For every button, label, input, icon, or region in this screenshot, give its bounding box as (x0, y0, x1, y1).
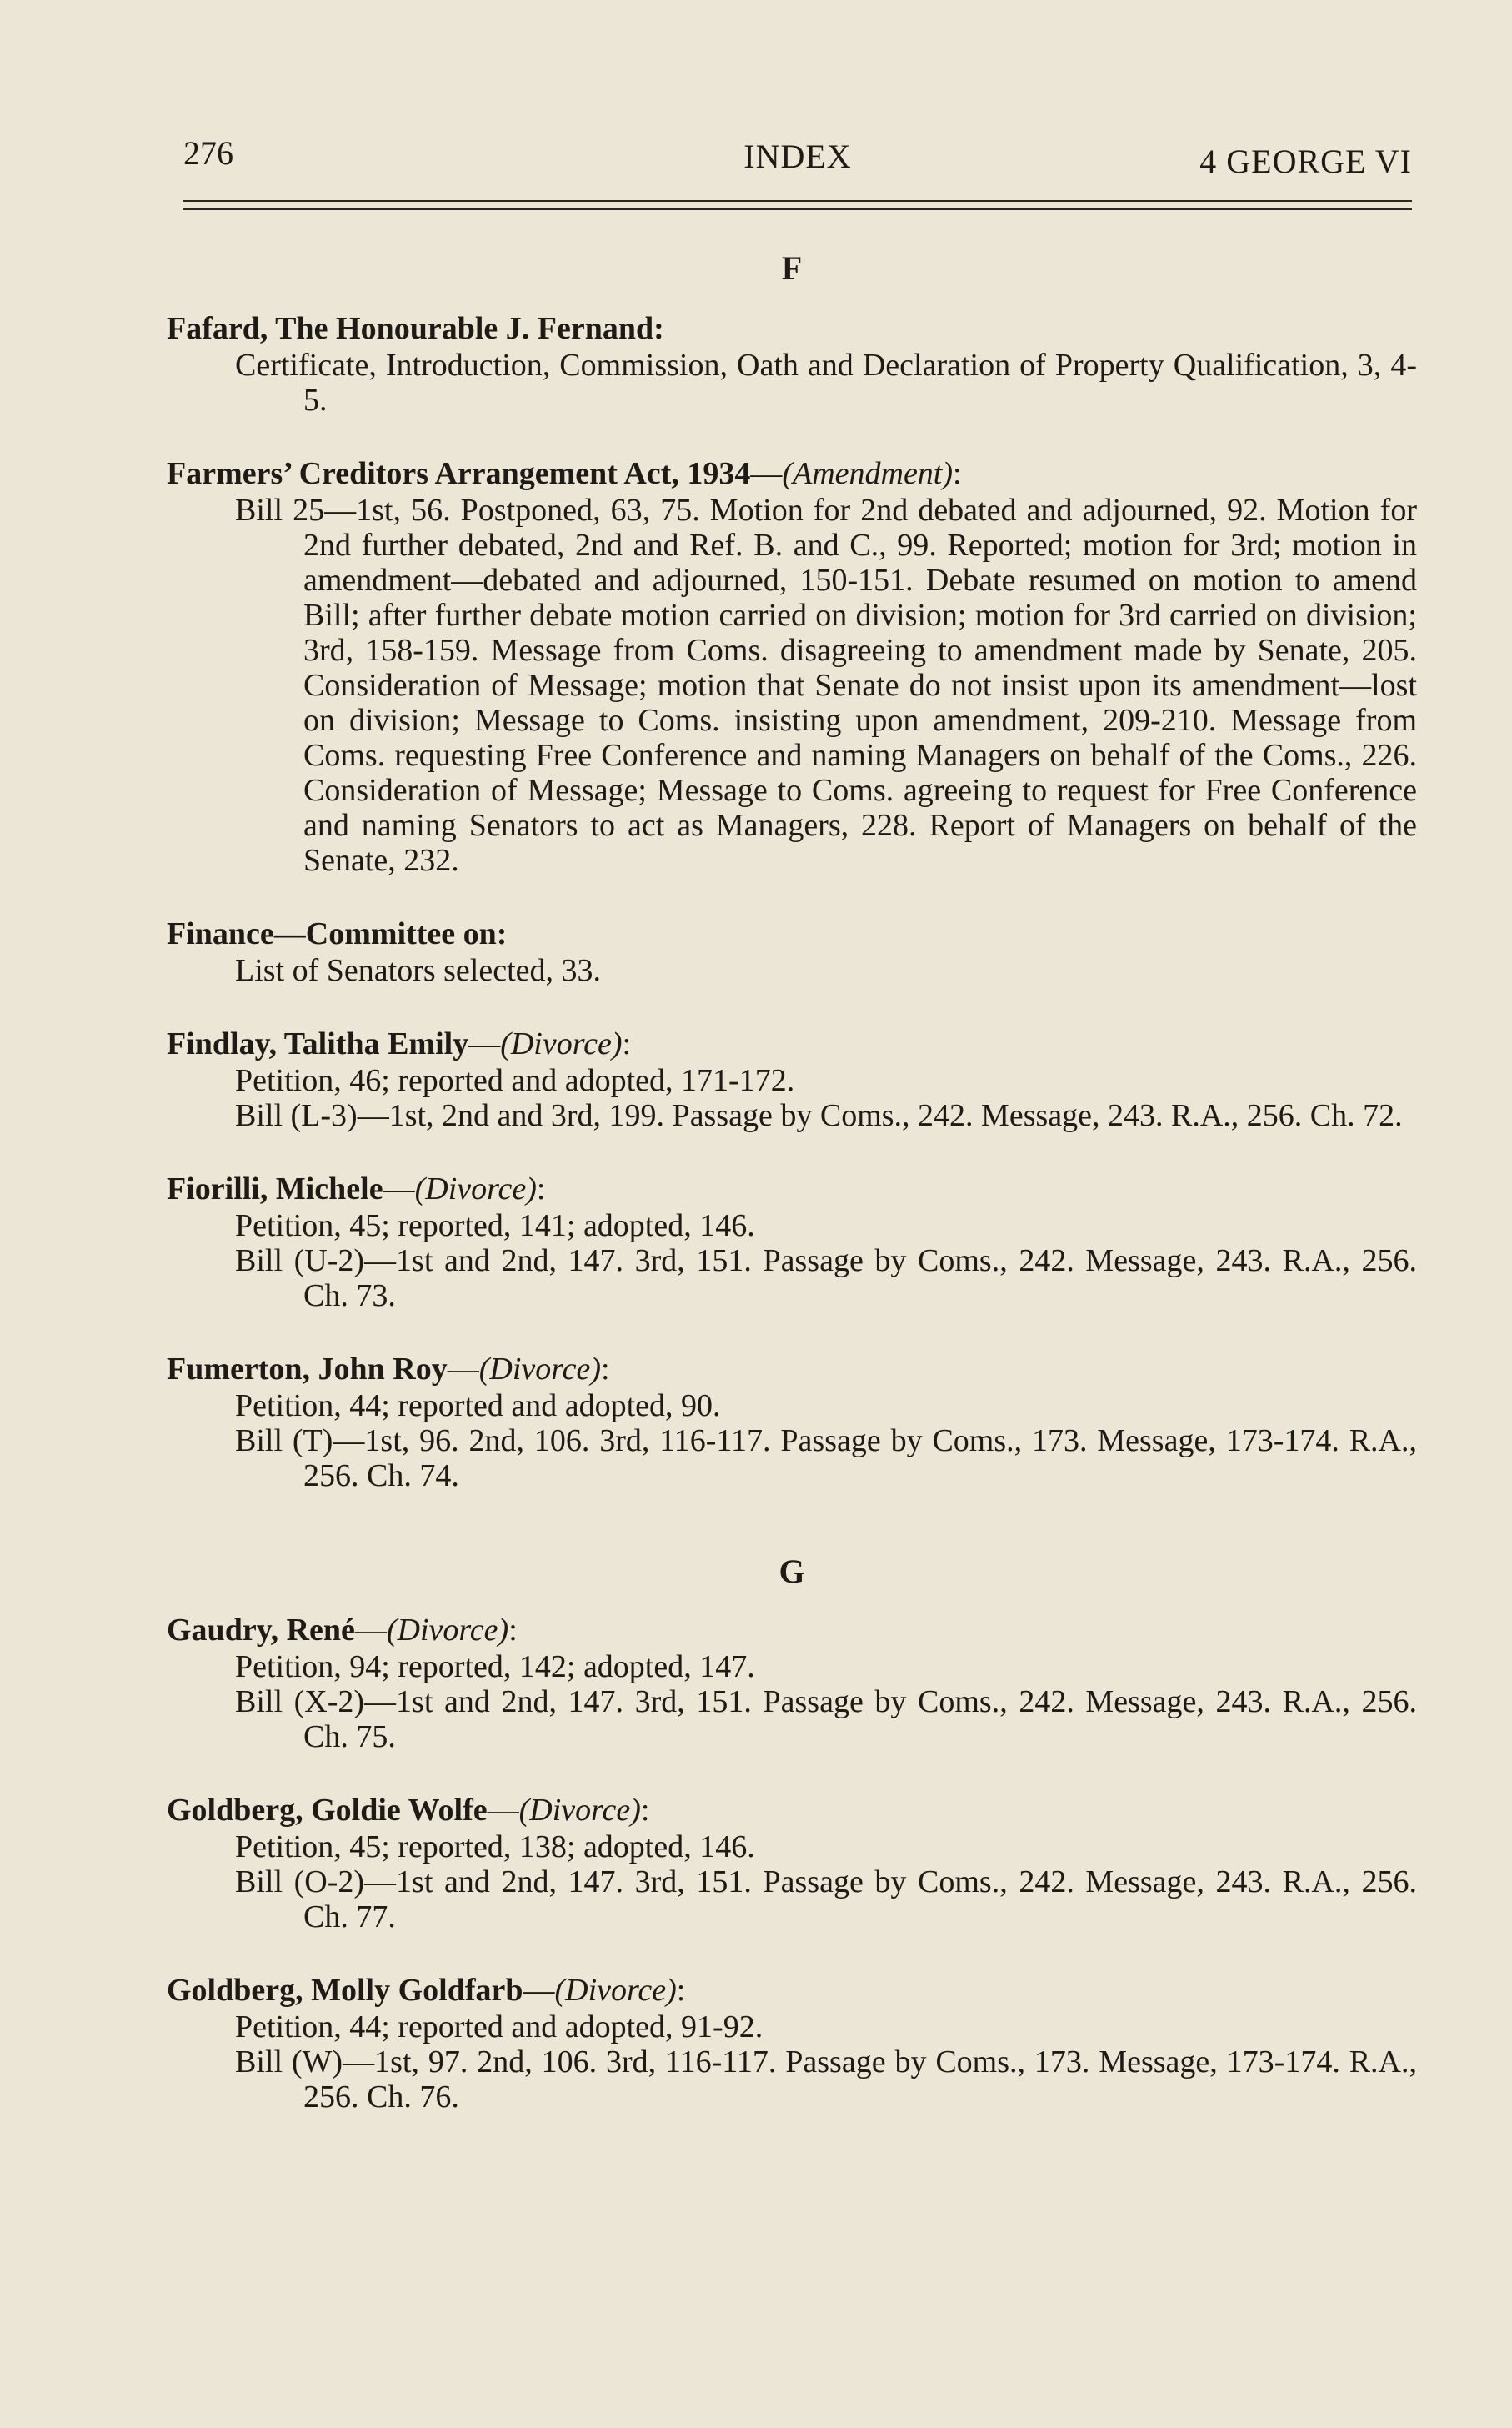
entry-item: List of Senators selected, 33. (235, 953, 602, 988)
index-entry (167, 915, 1417, 988)
section-letter: F (781, 249, 803, 287)
entry-name: Gaudry, René (167, 1613, 355, 1648)
index-entry (167, 1971, 1417, 2114)
entry-item: Certificate, Introduction, Commission, Oath and Declaration of Property Qualification, 3, 4-5. (235, 348, 1417, 418)
entry-item: Bill (O-2)—1st and 2nd, 147. 3rd, 151. Passage by Coms., 242. Message, 243. R.A., 256. Ch. 77. (235, 1864, 1417, 1934)
volume-label: 4 GEORGE VI (1199, 143, 1412, 180)
entry-item: Petition, 94; reported, 142; adopted, 147. (235, 1649, 755, 1684)
index-entry (167, 309, 1417, 418)
entry-item: Petition, 45; reported, 138; adopted, 146. (235, 1829, 755, 1864)
entry-item: Bill (U-2)—1st and 2nd, 147. 3rd, 151. Passage by Coms., 242. Message, 243. R.A., 256. Ch. 73. (235, 1243, 1417, 1313)
entry-item: Bill (W)—1st, 97. 2nd, 106. 3rd, 116-117. Passage by Coms., 173. Message, 173-174. R.A., 256. Ch. 76. (235, 2044, 1417, 2114)
entry-heading: Findlay, Talitha Emily—(Divorce): (167, 1026, 632, 1061)
index-content (167, 242, 1417, 2151)
header-rule-bottom (183, 208, 1412, 210)
entry-kind: (Divorce) (500, 1026, 623, 1061)
entry-name: Fafard, The Honourable J. Fernand: (167, 311, 664, 346)
entry-kind: (Divorce) (386, 1613, 509, 1648)
entry-item: Petition, 46; reported and adopted, 171-172. (235, 1063, 795, 1098)
entry-name: Fumerton, John Roy (167, 1352, 448, 1387)
entry-kind: (Amendment) (782, 456, 954, 491)
entry-name: Farmers’ Creditors Arrangement Act, 1934 (167, 456, 751, 491)
header-rule-top (183, 200, 1412, 202)
index-entry (167, 1791, 1417, 1934)
entry-kind: (Divorce) (478, 1352, 602, 1387)
entry-heading (167, 915, 1417, 953)
page-header (183, 133, 1412, 183)
entry-name: Goldberg, Molly Goldfarb (167, 1973, 523, 2008)
entry-heading: Goldberg, Molly Goldfarb—(Divorce): (167, 1973, 686, 2008)
entry-heading: Fiorilli, Michele—(Divorce): (167, 1171, 546, 1206)
index-entry (167, 1170, 1417, 1313)
index-entry (167, 1350, 1417, 1493)
index-entry (167, 1025, 1417, 1133)
entry-item: Bill (L-3)—1st, 2nd and 3rd, 199. Passage by Coms., 242. Message, 243. R.A., 256. Ch. 72. (235, 1098, 1403, 1133)
entry-item: Petition, 44; reported and adopted, 90. (235, 1388, 721, 1423)
entry-kind: (Divorce) (414, 1171, 537, 1206)
index-entry (167, 454, 1417, 878)
entry-heading: Gaudry, René—(Divorce): (167, 1613, 518, 1648)
index-entry (167, 1611, 1417, 1754)
entry-kind: (Divorce) (518, 1793, 641, 1828)
entry-item: Bill 25—1st, 56. Postponed, 63, 75. Motion for 2nd debated and adjourned, 92. Motion for 2nd further debated, 2nd and Ref. B. and C., 99. Reported; motion for 3rd; motion in amendment—debated and adjourned, 150-151. Debate resumed on motion to amend Bill; after further debate motion carried on division; motion for 3rd carried on division; 3rd, 158-159. Message from Coms. disagreeing to amendment made by Senate, 205. Consideration of Message; motion that Senate do not insist upon its amendment—lost on division; Message to Coms. insisting upon amendment, 209-210. Message from Coms. requesting Free Conference and naming Managers on behalf of the Coms., 226. Consideration of Message; Message to Coms. agreeing to request for Free Conference and naming Senators to act as Managers, 228. Report of Managers on behalf of the Senate, 232. (235, 493, 1417, 878)
entry-heading: Fumerton, John Roy—(Divorce): (167, 1352, 610, 1387)
section-letter: G (779, 1553, 805, 1590)
entry-name: Finance—Committee on: (167, 916, 508, 951)
entry-item: Petition, 45; reported, 141; adopted, 146. (235, 1208, 755, 1243)
entry-heading: Farmers’ Creditors Arrangement Act, 1934—(Amendment): (167, 456, 962, 491)
entry-item: Bill (T)—1st, 96. 2nd, 106. 3rd, 116-117. Passage by Coms., 173. Message, 173-174. R.A., 256. Ch. 74. (235, 1423, 1417, 1493)
entry-item: Petition, 44; reported and adopted, 91-92. (235, 2009, 764, 2044)
entry-name: Findlay, Talitha Emily (167, 1026, 469, 1061)
entry-heading (167, 309, 1417, 348)
entry-item: Bill (X-2)—1st and 2nd, 147. 3rd, 151. Passage by Coms., 242. Message, 243. R.A., 256. Ch. 75. (235, 1684, 1417, 1754)
entry-name: Goldberg, Goldie Wolfe (167, 1793, 488, 1828)
entry-heading: Goldberg, Goldie Wolfe—(Divorce): (167, 1793, 650, 1828)
entry-name: Fiorilli, Michele (167, 1171, 383, 1206)
entry-kind: (Divorce) (554, 1973, 677, 2008)
page-number: 276 (183, 134, 233, 172)
page-title: INDEX (743, 138, 852, 175)
